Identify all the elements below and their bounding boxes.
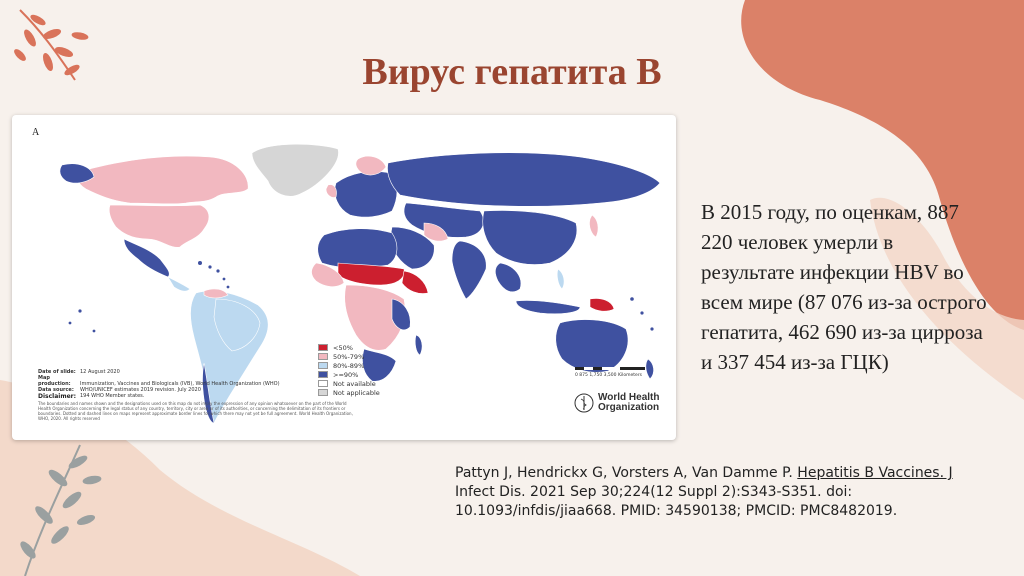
legend-item: Not available (318, 379, 380, 388)
citation-authors: Pattyn J, Hendrickx G, Vorsters A, Van Damme P. (455, 465, 798, 481)
legend-swatch (318, 380, 328, 387)
map-legend (318, 343, 380, 397)
citation-link[interactable]: Hepatitis B Vaccines. J (797, 465, 953, 481)
europe-shape (335, 171, 397, 217)
body-paragraph: В 2015 году, по оценкам, 887 220 человек умерли в результате инфекции HBV во всем мире (87 076 из-за острого гепатита, 462 690 из-за цирроза и 337 454 из-за ГЦК) (701, 200, 987, 374)
legend-swatch (318, 371, 328, 378)
slide-title: Вирус гепатита В (362, 51, 662, 93)
legend-swatch (318, 362, 328, 369)
who-wordmark: World Health Organization (598, 392, 660, 413)
legend-item: <50% (318, 343, 380, 352)
scale-bar: 0 875 1,750 3,500 Kilometers (575, 367, 645, 378)
who-emblem-icon (574, 393, 594, 413)
scale-bar-graphic (575, 367, 645, 371)
legend-item: >=90% (318, 370, 380, 379)
legend-swatch (318, 353, 328, 360)
disclaimer-text: The boundaries and names shown and the designations used on this map do not imply the expression of any opinion whatsoever on the part of the World Health Organization concerning the legal status of any country, territory, city or area or of its authorities, or concerning the delimitation of its frontiers or boundaries. Dotted and dashed lines on maps represent approximate border lines for which there may not yet be full agreement. World Health Organization, WHO, 2020. All rights reserved (38, 401, 353, 421)
map-metadata: Date of slide: 12 August 2020 Map production: Immunization, Vaccines and Biologicals (IVB), World Health Organization (WHO) Data source: WHO/UNICEF estimates 2019 revision. July 2020 194 WHO Member states. (38, 369, 280, 399)
disclaimer-heading: Disclaimer: (38, 393, 77, 400)
legend-item: 50%-79% (318, 352, 380, 361)
legend-swatch (318, 389, 328, 396)
who-logo (574, 393, 659, 413)
legend-swatch (318, 344, 328, 351)
legend-item: 80%-89% (318, 361, 380, 370)
legend-item: Not applicable (318, 388, 380, 397)
map-figure (12, 115, 676, 440)
north-africa-shape (318, 229, 397, 268)
panel-letter: A (32, 127, 40, 138)
citation-details: Infect Dis. 2021 Sep 30;224(12 Suppl 2):S343-S351. doi: 10.1093/infdis/jiaa668. PMID: 34590138; PMCID: PMC8482019. (455, 484, 898, 519)
citation (455, 464, 995, 521)
